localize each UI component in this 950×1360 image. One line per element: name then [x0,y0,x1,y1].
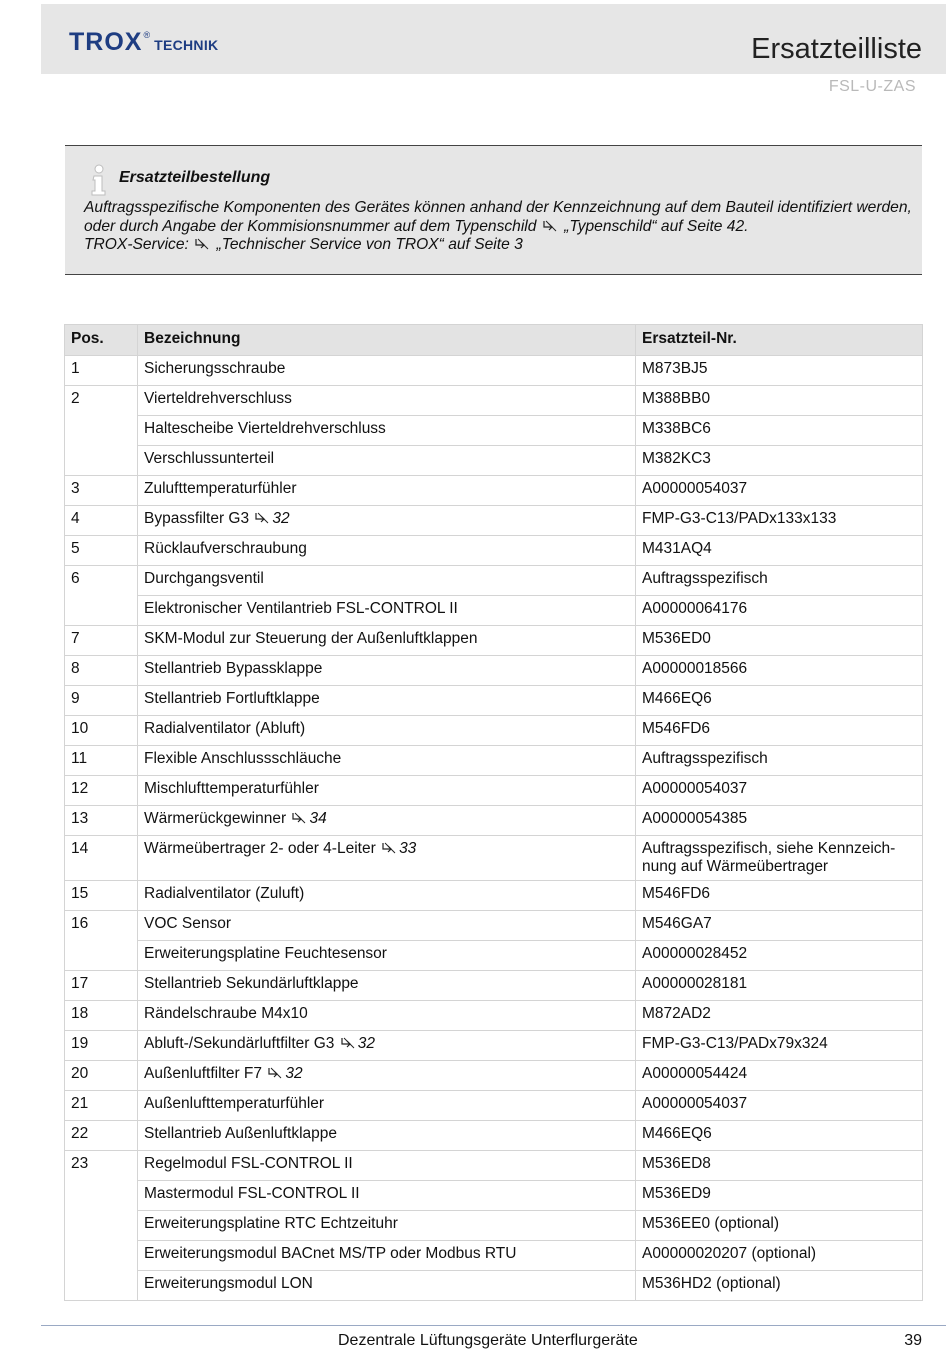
reference-arrow-icon [268,1067,282,1079]
cell-part-number: M466EQ6 [636,1121,923,1151]
cell-name [138,1121,636,1151]
cell-part-number: Auftragsspezifisch [636,566,923,596]
footer-divider [41,1325,946,1326]
info-icon [89,164,107,196]
cell-name [138,536,636,566]
cell-name [138,836,636,881]
part-name: Mastermodul FSL-CONTROL II [144,1185,360,1202]
table-row [65,1241,923,1271]
cell-name [138,626,636,656]
table-row [65,356,923,386]
cell-name [138,1091,636,1121]
parts-table-body [65,356,923,1301]
page-number: 39 [904,1332,922,1349]
cell-name [138,686,636,716]
cell-name [138,476,636,506]
info-link-service[interactable]: „Technischer Service von TROX“ auf Seite 3 [216,236,523,253]
part-name: Stellantrieb Sekundärluftklappe [144,975,359,992]
part-name: Außenlufttemperaturfühler [144,1095,325,1112]
cell-part-number: A00000054385 [636,806,923,836]
cell-part-number: M536EE0 (optional) [636,1211,923,1241]
page-header [41,4,946,74]
cell-pos: 14 [65,836,138,881]
logo-sub: TECHNIK [154,37,219,53]
cell-pos: 21 [65,1091,138,1121]
cell-part-number: A00000054037 [636,1091,923,1121]
cell-pos: 18 [65,1001,138,1031]
header-part: Ersatzteil-Nr. [636,325,923,356]
cell-part-number: FMP-G3-C13/PADx79x324 [636,1031,923,1061]
reference-arrow-icon [382,842,396,854]
cell-part-number: A00000018566 [636,656,923,686]
cell-name [138,386,636,416]
part-name: Radialventilator (Zuluft) [144,885,305,902]
table-row [65,776,923,806]
cell-part-number: M338BC6 [636,416,923,446]
table-row [65,911,923,941]
cell-pos: 9 [65,686,138,716]
cell-name [138,1031,636,1061]
cell-part-number: A00000028452 [636,941,923,971]
table-row [65,881,923,911]
cell-part-number: A00000054424 [636,1061,923,1091]
part-name: Stellantrieb Fortluftklappe [144,690,320,707]
cell-pos: 19 [65,1031,138,1061]
cell-part-number: Auftragsspezifisch [636,746,923,776]
part-name: Regelmodul FSL-CONTROL II [144,1155,353,1172]
table-header-row [65,325,923,356]
part-name: Rändelschraube M4x10 [144,1005,308,1022]
table-row [65,476,923,506]
page-reference-link[interactable] [286,810,327,827]
table-row [65,1031,923,1061]
trox-logo [69,28,218,57]
cell-pos: 23 [65,1151,138,1181]
cell-name [138,1151,636,1181]
cell-pos [65,941,138,971]
table-row [65,596,923,626]
table-row [65,1181,923,1211]
table-row [65,1121,923,1151]
part-name: Wärmerückgewinner [144,810,287,827]
page-reference-number: 32 [285,1065,303,1082]
cell-part-number: M546FD6 [636,716,923,746]
cell-part-number: FMP-G3-C13/PADx133x133 [636,506,923,536]
cell-part-number: M873BJ5 [636,356,923,386]
cell-pos: 12 [65,776,138,806]
cell-part-number: M388BB0 [636,386,923,416]
part-name: Rücklaufverschraubung [144,540,307,557]
cell-part-number: M382KC3 [636,446,923,476]
page-reference-link[interactable] [249,510,290,527]
reference-arrow-icon [341,1037,355,1049]
cell-part-number: Auftragsspezifisch, siehe Kennzeich- nung auf Wärmeübertrager [636,836,923,881]
cell-name [138,881,636,911]
table-row [65,416,923,446]
table-row [65,1211,923,1241]
table-row [65,536,923,566]
cell-part-number: M546FD6 [636,881,923,911]
part-name: Stellantrieb Bypassklappe [144,660,323,677]
cell-name [138,746,636,776]
cell-name [138,1241,636,1271]
cell-part-number: M536ED8 [636,1151,923,1181]
table-row [65,1091,923,1121]
reference-arrow-icon [195,238,209,250]
part-name: Haltescheibe Vierteldrehverschluss [144,420,386,437]
part-name: Durchgangsventil [144,570,264,587]
part-name: Mischlufttemperaturfühler [144,780,319,797]
part-name: Erweiterungsplatine RTC Echtzeituhr [144,1215,398,1232]
cell-pos: 3 [65,476,138,506]
cell-part-number: M431AQ4 [636,536,923,566]
logo-main: TROX [69,28,143,56]
page-reference-link[interactable] [262,1065,303,1082]
page-reference-link[interactable] [376,840,417,857]
table-row [65,686,923,716]
cell-part-number: A00000020207 (optional) [636,1241,923,1271]
document-title: Ersatzteilliste [751,33,922,65]
cell-pos: 17 [65,971,138,1001]
cell-part-number: M536ED9 [636,1181,923,1211]
part-name: Flexible Anschlussschläuche [144,750,342,767]
cell-pos [65,596,138,626]
cell-pos [65,416,138,446]
part-name: SKM-Modul zur Steuerung der Außenluftklappen [144,630,478,647]
table-row [65,836,923,881]
cell-pos: 1 [65,356,138,386]
part-name: Sicherungsschraube [144,360,286,377]
cell-name [138,971,636,1001]
cell-part-number: M536ED0 [636,626,923,656]
table-row [65,1061,923,1091]
parts-table [64,324,923,1301]
cell-name [138,1211,636,1241]
cell-pos: 2 [65,386,138,416]
part-name: Abluft-/Sekundärluftfilter G3 [144,1035,335,1052]
info-line2-text: TROX-Service: [84,236,189,253]
cell-name [138,1271,636,1301]
part-name: Zulufttemperaturfühler [144,480,297,497]
cell-pos: 16 [65,911,138,941]
table-row [65,1271,923,1301]
cell-pos: 15 [65,881,138,911]
part-name: Erweiterungsmodul BACnet MS/TP oder Modbus RTU [144,1245,517,1262]
table-row [65,971,923,1001]
page-reference-number: 32 [357,1035,375,1052]
cell-part-number: A00000054037 [636,476,923,506]
cell-pos: 5 [65,536,138,566]
info-title: Ersatzteilbestellung [119,169,271,186]
cell-pos [65,1181,138,1211]
cell-part-number: M546GA7 [636,911,923,941]
table-row [65,626,923,656]
cell-part-number: M466EQ6 [636,686,923,716]
part-name: Erweiterungsmodul LON [144,1275,313,1292]
table-row [65,506,923,536]
info-box [65,145,922,275]
info-paragraph-1 [84,199,914,236]
cell-name [138,566,636,596]
cell-part-number: A00000028181 [636,971,923,1001]
cell-name [138,1001,636,1031]
cell-pos [65,446,138,476]
footer-title: Dezentrale Lüftungsgeräte Unterflurgeräte [338,1332,638,1349]
part-name: Verschlussunterteil [144,450,275,467]
table-row [65,446,923,476]
cell-pos: 13 [65,806,138,836]
cell-name [138,716,636,746]
cell-name [138,806,636,836]
info-link-typenschild[interactable]: „Typenschild“ auf Seite 42. [564,217,749,235]
part-name: Elektronischer Ventilantrieb FSL-CONTROL II [144,600,458,617]
table-row [65,1151,923,1181]
info-text [84,199,914,255]
table-row [65,746,923,776]
cell-pos: 22 [65,1121,138,1151]
reference-arrow-icon [292,812,306,824]
cell-pos [65,1211,138,1241]
cell-pos [65,1271,138,1301]
cell-pos: 11 [65,746,138,776]
info-paragraph-2 [84,236,914,255]
page-reference-number: 32 [272,510,290,527]
cell-name [138,911,636,941]
part-name: VOC Sensor [144,915,232,932]
cell-part-number: M536HD2 (optional) [636,1271,923,1301]
page-reference-number: 33 [399,840,417,857]
part-name: Bypassfilter G3 [144,510,250,527]
table-row [65,806,923,836]
cell-name [138,446,636,476]
cell-name [138,356,636,386]
cell-name [138,656,636,686]
page-reference-number: 34 [309,810,327,827]
cell-part-number: A00000054037 [636,776,923,806]
table-row [65,656,923,686]
cell-pos [65,1241,138,1271]
cell-name [138,941,636,971]
header-pos: Pos. [65,325,138,356]
cell-pos: 20 [65,1061,138,1091]
reference-arrow-icon [255,512,269,524]
cell-pos: 10 [65,716,138,746]
reference-arrow-icon [543,220,557,232]
cell-pos: 4 [65,506,138,536]
cell-pos: 7 [65,626,138,656]
info-line1-text: Auftragsspezifische Komponenten des Gerätes können anhand der Kennzeichnung auf dem Bauteil identifiziert werden, oder durch Angabe der Kommisionsnummer auf dem Typenschild [84,199,912,235]
cell-name [138,776,636,806]
part-name: Stellantrieb Außenluftklappe [144,1125,338,1142]
part-name: Wärmeübertrager 2- oder 4-Leiter [144,840,376,857]
table-row [65,716,923,746]
part-name: Außenluftfilter F7 [144,1065,263,1082]
cell-name [138,596,636,626]
document-subtitle: FSL-U-ZAS [828,78,916,95]
cell-part-number: M872AD2 [636,1001,923,1031]
logo-registered-mark: ® [143,30,151,40]
table-row [65,386,923,416]
page-reference-link[interactable] [334,1035,375,1052]
table-row [65,566,923,596]
table-row [65,1001,923,1031]
header-name: Bezeichnung [138,325,636,356]
cell-name [138,1061,636,1091]
cell-part-number: A00000064176 [636,596,923,626]
cell-pos: 8 [65,656,138,686]
part-name: Radialventilator (Abluft) [144,720,306,737]
cell-name [138,1181,636,1211]
cell-pos: 6 [65,566,138,596]
part-name: Vierteldrehverschluss [144,390,292,407]
cell-name [138,506,636,536]
table-row [65,941,923,971]
cell-name [138,416,636,446]
part-name: Erweiterungsplatine Feuchtesensor [144,945,387,962]
